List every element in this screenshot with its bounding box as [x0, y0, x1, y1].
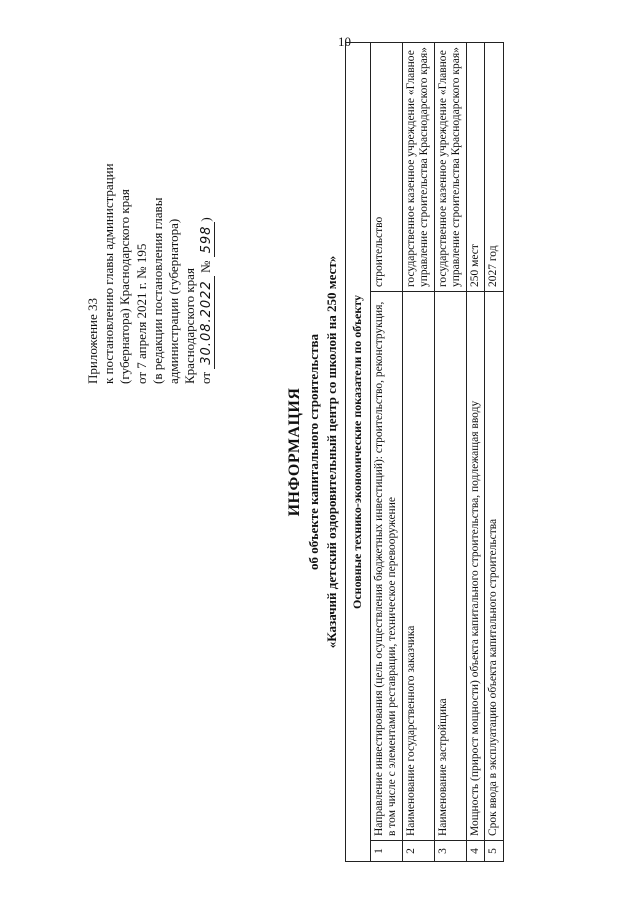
appendix-date-line: [198, 84, 215, 384]
row-label: Наименование государственного заказчика: [402, 292, 434, 841]
table-header-row: [346, 43, 371, 862]
table-row: [402, 43, 434, 862]
date-prefix: от: [198, 371, 214, 384]
appendix-line: Краснодарского края: [182, 268, 198, 384]
appendix-line: администрации (губернатора): [166, 218, 182, 384]
appendix-line: (губернатора) Краснодарского края: [117, 189, 133, 384]
row-value: строительство: [370, 43, 402, 292]
table-header: Основные технико-экономические показатели по объекту: [346, 43, 371, 862]
handwritten-number: 598: [199, 222, 215, 258]
number-prefix: №: [198, 260, 214, 274]
table-row: [466, 43, 485, 862]
table-row: [434, 43, 466, 862]
appendix-line: к постановлению главы администрации: [101, 163, 117, 384]
closing-paren: ): [198, 217, 214, 222]
indicators-table: [345, 42, 504, 862]
table-row: [485, 43, 504, 862]
document-page-rotated: [85, 42, 625, 862]
row-number: 3: [434, 841, 466, 862]
row-value: государственное казенное учреждение «Главное управление строительства Краснодарского края»: [434, 43, 466, 292]
row-label: Срок ввода в эксплуатацию объекта капитального строительства: [485, 292, 504, 841]
object-name: «Казачий детский оздоровительный центр со школой на 250 мест»: [324, 255, 339, 649]
row-number: 5: [485, 841, 504, 862]
row-value: государственное казенное учреждение «Главное управление строительства Краснодарского края»: [402, 43, 434, 292]
appendix-line: Приложение 33: [85, 297, 100, 384]
row-label: Наименование застройщика: [434, 292, 466, 841]
page-number: 10: [338, 34, 351, 49]
document-title: ИНФОРМАЦИЯ: [286, 387, 303, 517]
document-subtitle: об объекте капитального строительства: [306, 334, 321, 570]
row-label: Мощность (прирост мощности) объекта капитального строительства, подлежащая вводу: [466, 292, 485, 841]
row-value: 250 мест: [466, 43, 485, 292]
table-row: [370, 43, 402, 862]
row-number: 4: [466, 841, 485, 862]
row-value: 2027 год: [485, 43, 504, 292]
handwritten-date: 30.08.2022: [199, 276, 215, 368]
row-label: Направление инвестирования (цель осуществления бюджетных инвестиций): строительство, реконструкция, в том числе с элементами реставрации, техническое перевооружение: [370, 292, 402, 841]
appendix-block: [85, 84, 216, 384]
row-number: 2: [402, 841, 434, 862]
appendix-line: (в редакции постановления главы: [149, 197, 165, 384]
row-number: 1: [370, 841, 402, 862]
appendix-line: от 7 апреля 2021 г. № 195: [133, 243, 149, 384]
title-block: [285, 42, 341, 862]
